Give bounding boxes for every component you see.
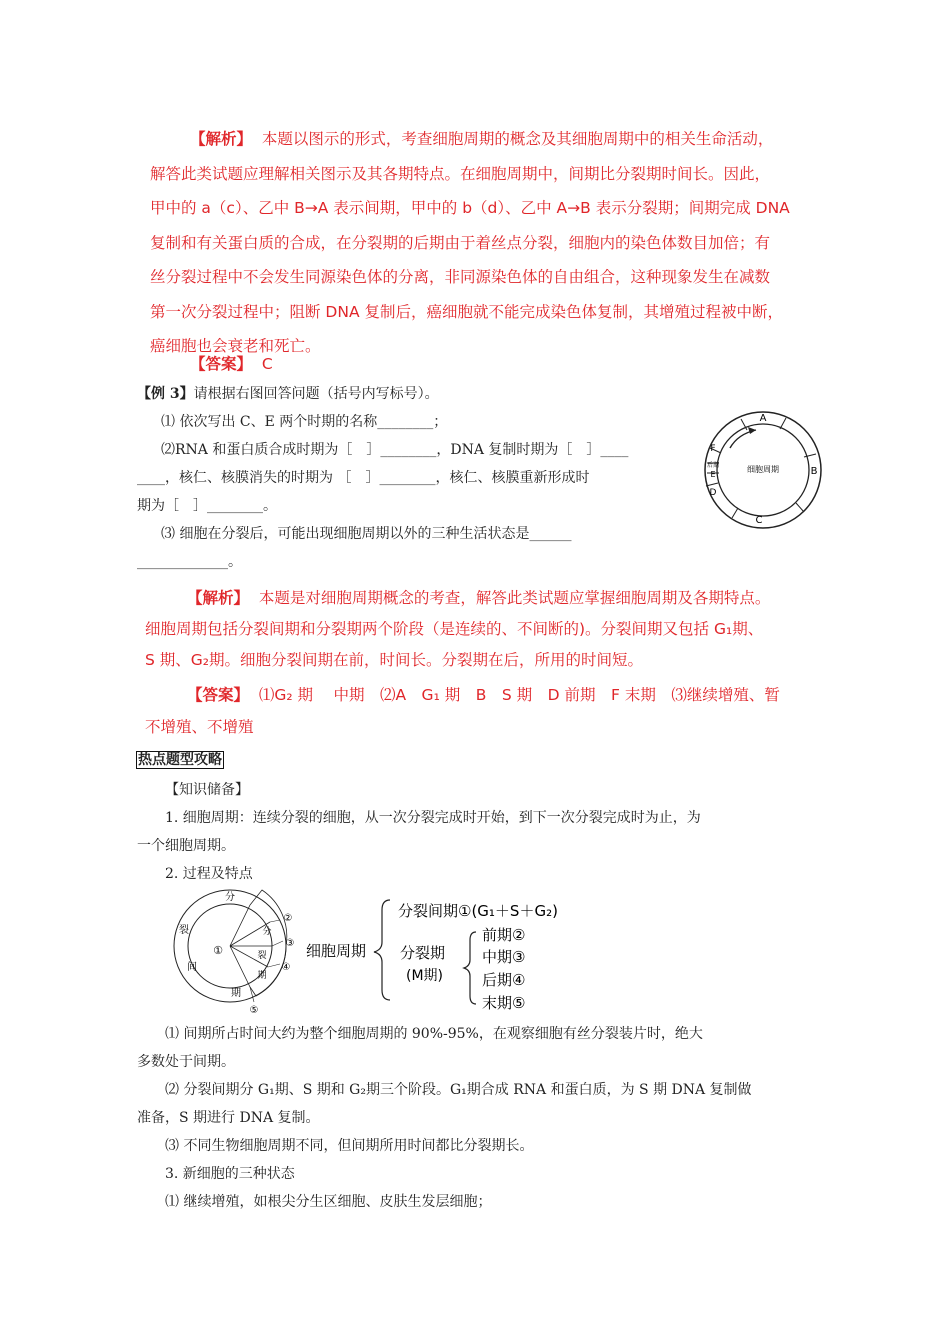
example-title: 请根据右图回答问题（括号内写标号）。 (193, 386, 439, 402)
inner-label: 分 (262, 927, 272, 937)
cell-cycle-diagram (170, 888, 580, 1016)
example-tag: 【例 3】 (137, 386, 194, 402)
figure-label-b: B (810, 466, 818, 477)
analysis-line: 细胞周期包括分裂间期和分裂期两个阶段（是连续的、不间断的)。分裂间期又包括 G₁期、 (145, 620, 764, 638)
analysis-line: 本题是对细胞周期概念的考查，解答此类试题应掌握细胞周期及各期特点。 (258, 589, 771, 607)
tree-m-phase: 分裂期 (400, 944, 446, 962)
section-heading-text: 热点题型攻略 (138, 752, 222, 768)
answer-tag: 【答案】 (187, 686, 250, 704)
side-number: ④ (281, 962, 291, 973)
question-3-line: _____________。 (137, 554, 242, 570)
answer-tag: 【答案】 (190, 355, 253, 373)
points-block (137, 1020, 827, 1216)
point-line: ⑶ 不同生物细胞周期不同，但间期所用时间都比分裂期长。 (165, 1138, 534, 1154)
example3-answer (145, 679, 825, 743)
analysis-line: 甲中的 a（c）、乙中 B→A 表示间期，甲中的 b（d）、乙中 A→B 表示分裂期；间期完成 DNA (150, 199, 790, 217)
point-line: ⑴ 间期所占时间大约为整个细胞周期的 90%-95%，在观察细胞有丝分裂装片时，绝大 (165, 1026, 703, 1042)
tree-phase: 末期⑤ (482, 994, 526, 1012)
inner-label: 裂 (257, 951, 267, 961)
figure-label-e: E (710, 470, 716, 479)
ring-label: 分 (225, 892, 235, 903)
question-1: ⑴ 依次写出 C、E 两个时期的名称________； (161, 414, 448, 430)
section-heading (136, 750, 224, 770)
figure-label-a: A (759, 413, 767, 424)
side-number: ② (283, 913, 293, 924)
analysis-line: 丝分裂过程中不会发生同源染色体的分离，非同源染色体的自由组合，这种现象发生在减数 (150, 268, 771, 286)
definition-line: 一个细胞周期。 (137, 838, 235, 854)
point-line: 准备，S 期进行 DNA 复制。 (137, 1110, 320, 1126)
tree-interphase: 分裂间期①(G₁＋S＋G₂) (398, 902, 558, 920)
analysis-line: 解答此类试题应理解相关图示及其各期特点。在细胞周期中，间期比分裂期时间长。因此， (150, 164, 771, 183)
ring-label: 间 (187, 962, 197, 973)
answer-value: C (261, 355, 273, 373)
answer-line: ⑴G₂ 期 中期 ⑵A G₁ 期 B S 期 D 前期 F 末期 ⑶继续增殖、暂 (258, 686, 780, 704)
question-3-line: ⑶ 细胞在分裂后，可能出现细胞周期以外的三种生活状态是______ (161, 526, 572, 542)
example2-analysis (150, 122, 820, 364)
knowledge-tag: 【知识储备】 (165, 782, 249, 798)
ring-label: 期 (231, 988, 241, 999)
figure-label-d: D (709, 488, 717, 498)
inner-label: 期 (257, 971, 267, 981)
tree-phase: 后期④ (482, 971, 526, 989)
figure-label-late: 后期 (706, 462, 720, 469)
example3-question (137, 380, 697, 576)
analysis-line: S 期、G₂期。细胞分裂间期在前，时间长。分裂期在后，所用的时间短。 (145, 651, 643, 669)
example3-analysis (145, 583, 825, 676)
cell-cycle-ring-figure (700, 408, 826, 532)
tree-phase: 前期② (482, 926, 526, 944)
process-heading: 2. 过程及特点 (165, 866, 253, 882)
figure-center-label: 细胞周期 (747, 465, 779, 474)
knowledge-block (137, 776, 827, 888)
definition-line: 1. 细胞周期：连续分裂的细胞，从一次分裂完成时开始，到下一次分裂完成时为止，为 (165, 810, 701, 826)
tree-phase: 中期③ (482, 948, 526, 966)
side-number: ③ (285, 938, 295, 949)
figure-label-c: C (755, 515, 763, 526)
inner-label: ① (213, 944, 223, 957)
analysis-line: 本题以图示的形式，考查细胞周期的概念及其细胞周期中的相关生命活动， (261, 130, 774, 148)
answer-line: 不增殖、不增殖 (145, 718, 254, 736)
analysis-tag: 【解析】 (187, 589, 250, 607)
question-2-line: ⑵RNA 和蛋白质合成时期为［ ］________，DNA 复制时期为［ ］____ (161, 442, 629, 458)
analysis-line: 第一次分裂过程中；阻断 DNA 复制后，癌细胞就不能完成染色体复制，其增殖过程被中断， (150, 302, 783, 321)
tree-root: 细胞周期 (306, 942, 367, 960)
analysis-tag: 【解析】 (190, 130, 253, 148)
ring-label: 裂 (179, 925, 189, 936)
point-line: 多数处于间期。 (137, 1054, 235, 1070)
side-number: ⑤ (249, 1005, 259, 1016)
figure-label-f: F (710, 444, 716, 454)
state-line: ⑴ 继续增殖，如根尖分生区细胞、皮肤生发层细胞； (165, 1194, 492, 1210)
analysis-line: 癌细胞也会衰老和死亡。 (150, 337, 321, 355)
question-2-line: 期为［ ］________。 (137, 498, 277, 514)
analysis-line: 复制和有关蛋白质的合成，在分裂期的后期由于着丝点分裂，细胞内的染色体数目加倍；有 (150, 233, 771, 252)
point-line: ⑵ 分裂间期分 G₁期、S 期和 G₂期三个阶段。G₁期合成 RNA 和蛋白质，为 S 期 DNA 复制做 (165, 1082, 752, 1098)
example2-answer (190, 352, 273, 376)
question-2-line: ____，核仁、核膜消失的时期为 ［ ］________，核仁、核膜重新形成时 (137, 470, 590, 486)
new-cell-heading: 3. 新细胞的三种状态 (165, 1166, 295, 1182)
tree-m-phase-sub: (M期) (406, 968, 444, 984)
